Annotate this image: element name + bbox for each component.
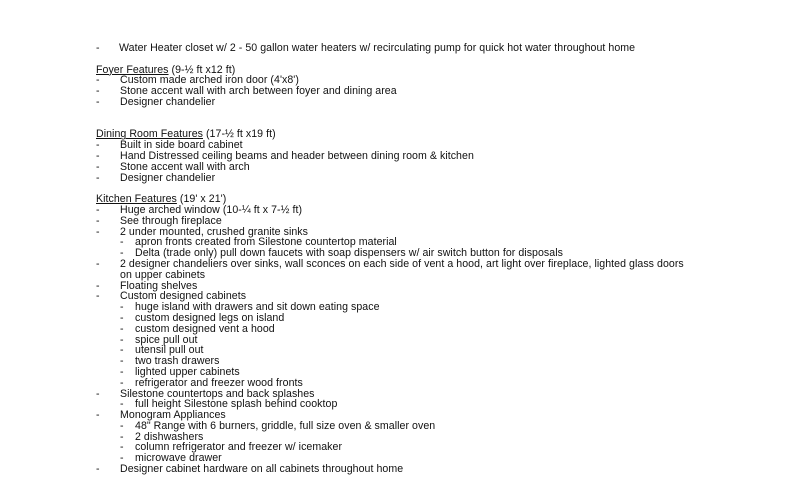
bullet-dash: - [120,376,124,389]
list-item-text: Silestone countertops and back splashes [120,387,315,400]
document-page [96,43,696,475]
bullet-dash: - [96,160,100,173]
list-item [96,216,696,227]
bullet-dash: - [120,365,124,378]
list-item-text: Floating shelves [120,279,198,292]
bullet-dash: - [120,236,124,249]
dining-section [96,129,696,183]
list-item-text: Monogram Appliances [120,409,226,422]
list-item [96,43,696,54]
bullet-dash: - [96,225,100,238]
list-item [96,162,696,173]
bullet-dash: - [120,333,124,346]
list-item-text: microwave drawer [135,452,222,465]
bullet-dash: - [96,463,100,476]
kitchen-section [96,194,696,475]
bullet-dash: - [96,279,100,292]
bullet-dash: - [96,74,100,87]
bullet-dash: - [96,290,100,303]
bullet-dash: - [96,203,100,216]
list-item-text: lighted upper cabinets [135,365,240,378]
bullet-dash: - [96,149,100,162]
bullet-dash: - [120,311,124,324]
list-item-text: 2 designer chandeliers over sinks, wall sconces on each side of vent a hood, art light over fireplace, lighted glass doors on upper cabinets [120,257,684,281]
sub-list-item [96,324,696,335]
dining-dimensions: (17-½ ft x19 ft) [202,128,276,141]
bullet-dash: - [120,247,124,260]
bullet-dash: - [96,85,100,98]
list-item-text: Stone accent wall with arch between foyer and dining area [120,85,397,98]
bullet-dash: - [120,441,124,454]
list-item-text: Water Heater closet w/ 2 - 50 gallon water heaters w/ recirculating pump for quick hot water throughout home [119,42,636,54]
list-item [96,259,696,281]
dining-heading: Dining Room Features [96,128,203,141]
list-item-text: full height Silestone splash behind cooktop [135,398,338,411]
sub-list-item [96,378,696,389]
list-item-text: Stone accent wall with arch [120,160,250,173]
list-item-text: refrigerator and freezer wood fronts [135,376,303,389]
list-item-text: 48" Range with 6 burners, griddle, full size oven & smaller oven [135,419,436,432]
list-item-text: Designer chandelier [120,171,216,184]
list-item-text: 2 under mounted, crushed granite sinks [120,225,308,238]
foyer-dimensions: (9-½ ft x12 ft) [168,63,236,76]
bullet-dash: - [120,355,124,368]
bullet-dash: - [96,214,100,227]
list-item-text: utensil pull out [135,344,204,357]
list-item-text: column refrigerator and freezer w/ icemaker [135,441,343,454]
bullet-dash: - [96,387,100,400]
bullet-dash: - [96,42,100,54]
list-item-text: See through fireplace [120,214,222,227]
list-item-text: huge island with drawers and sit down eating space [135,301,380,314]
bullet-dash: - [96,139,100,152]
list-item-text: Designer cabinet hardware on all cabinets throughout home [120,463,404,476]
bullet-dash: - [96,257,100,270]
kitchen-dimensions: (19' x 21') [176,193,227,206]
bullet-dash: - [96,171,100,184]
bullet-dash: - [120,344,124,357]
bullet-dash: - [120,301,124,314]
bullet-dash: - [120,452,124,465]
list-item-text: Huge arched window (10-¼ ft x 7-½ ft) [120,203,303,216]
bullet-dash: - [120,322,124,335]
list-item [96,464,696,475]
bullet-dash: - [96,95,100,108]
list-item-text: two trash drawers [135,355,220,368]
intro-list [96,43,696,54]
bullet-dash: - [120,430,124,443]
list-item [96,97,696,108]
foyer-heading: Foyer Features [96,63,169,76]
list-item-text: Delta (trade only) pull down faucets with soap dispensers w/ air switch button for disposals [135,247,563,260]
bullet-dash: - [120,419,124,432]
list-item-text: Designer chandelier [120,95,216,108]
foyer-section [96,65,696,108]
list-item [96,173,696,184]
list-item-text: Hand Distressed ceiling beams and header between dining room & kitchen [120,149,474,162]
list-item-text: custom designed vent a hood [135,322,275,335]
list-item-text: Custom made arched iron door (4'x8') [120,74,299,87]
bullet-dash: - [120,398,124,411]
kitchen-list [96,205,696,475]
kitchen-heading: Kitchen Features [96,193,177,206]
list-item-text: spice pull out [135,333,198,346]
list-item-text: custom designed legs on island [135,311,285,324]
list-item-text: Custom designed cabinets [120,290,247,303]
list-item-text: 2 dishwashers [135,430,204,443]
list-item-text: apron fronts created from Silestone countertop material [135,236,397,249]
bullet-dash: - [96,409,100,422]
list-item-text: Built in side board cabinet [120,139,243,152]
